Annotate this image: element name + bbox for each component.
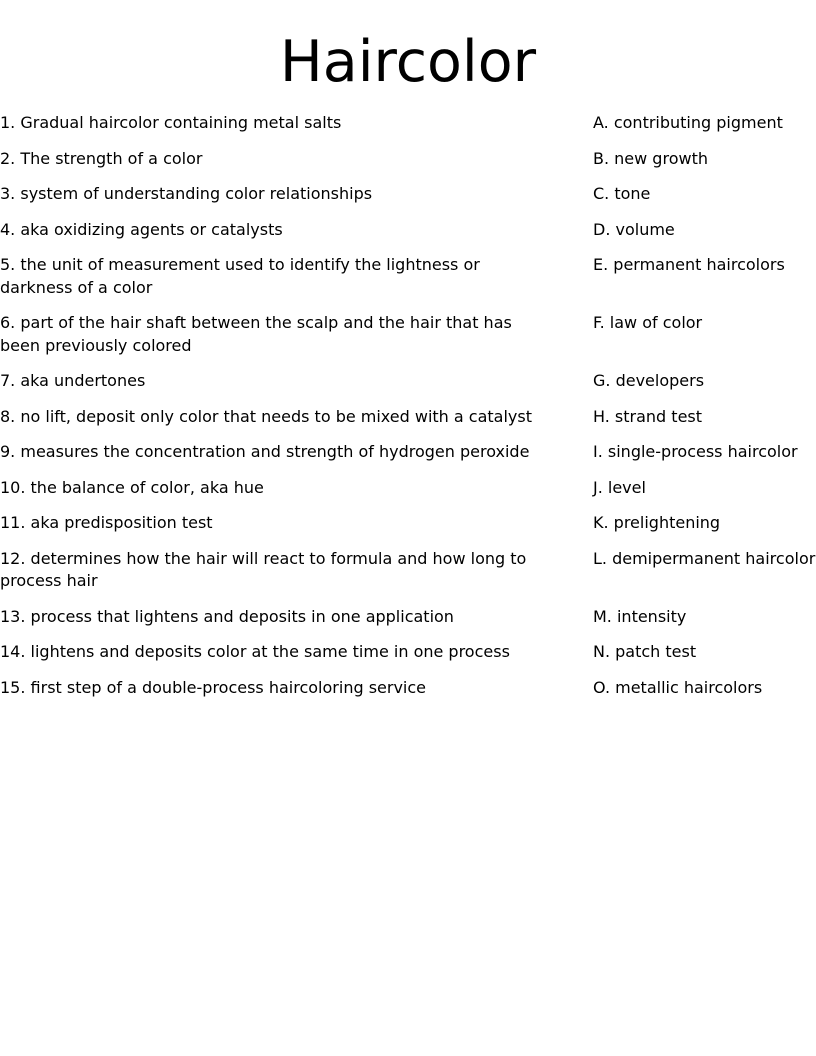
answer-text: L. demipermanent haircolor: [593, 548, 816, 568]
answer-text: E. permanent haircolors: [593, 255, 785, 274]
list-item: [0, 512, 816, 535]
list-item: [0, 312, 816, 357]
list-item: [0, 148, 816, 171]
question-text: 7. aka undertones: [0, 371, 146, 390]
list-item: [0, 219, 816, 242]
answer-text: K. prelightening: [593, 513, 721, 532]
answer-text: D. volume: [593, 219, 675, 239]
question-text: 10. the balance of color, aka hue: [0, 477, 264, 497]
question-text: 2. The strength of a color: [0, 148, 203, 168]
list-item: [0, 254, 816, 299]
answer-text: O. metallic haircolors: [593, 677, 763, 697]
answer-text: A. contributing pigment: [593, 113, 783, 132]
answer-text: C. tone: [593, 184, 651, 203]
answer-text: I. single-process haircolor: [593, 442, 798, 461]
list-item: [0, 112, 816, 135]
question-text: 6. part of the hair shaft between the scalp and the hair that has been previously colored: [0, 313, 512, 355]
answer-text: G. developers: [593, 371, 705, 390]
question-text: 15. first step of a double-process haircoloring service: [0, 677, 427, 697]
matching-list: [0, 112, 816, 712]
answer-text: N. patch test: [593, 642, 697, 661]
question-text: 5. the unit of measurement used to identify the lightness or darkness of a color: [0, 255, 480, 297]
page-title: Haircolor: [279, 29, 537, 95]
question-text: 12. determines how the hair will react to formula and how long to process hair: [0, 548, 527, 590]
list-item: [0, 370, 816, 393]
answer-text: M. intensity: [593, 606, 687, 626]
question-text: 9. measures the concentration and strength of hydrogen peroxide: [0, 442, 530, 461]
answer-text: F. law of color: [593, 313, 703, 332]
answer-text: H. strand test: [593, 406, 703, 426]
answer-text: B. new growth: [593, 148, 708, 168]
list-item: [0, 641, 816, 664]
question-text: 11. aka predisposition test: [0, 513, 213, 532]
list-item: [0, 183, 816, 206]
list-item: [0, 477, 816, 500]
answer-text: J. level: [593, 477, 646, 497]
list-item: [0, 441, 816, 464]
question-text: 13. process that lightens and deposits in one application: [0, 606, 454, 626]
question-text: 4. aka oxidizing agents or catalysts: [0, 219, 283, 239]
question-text: 8. no lift, deposit only color that needs to be mixed with a catalyst: [0, 406, 532, 426]
list-item: [0, 406, 816, 429]
question-text: 14. lightens and deposits color at the same time in one process: [0, 642, 510, 661]
question-text: 3. system of understanding color relationships: [0, 184, 373, 203]
list-item: [0, 677, 816, 700]
list-item: [0, 548, 816, 593]
question-text: 1. Gradual haircolor containing metal salts: [0, 113, 342, 132]
list-item: [0, 606, 816, 629]
